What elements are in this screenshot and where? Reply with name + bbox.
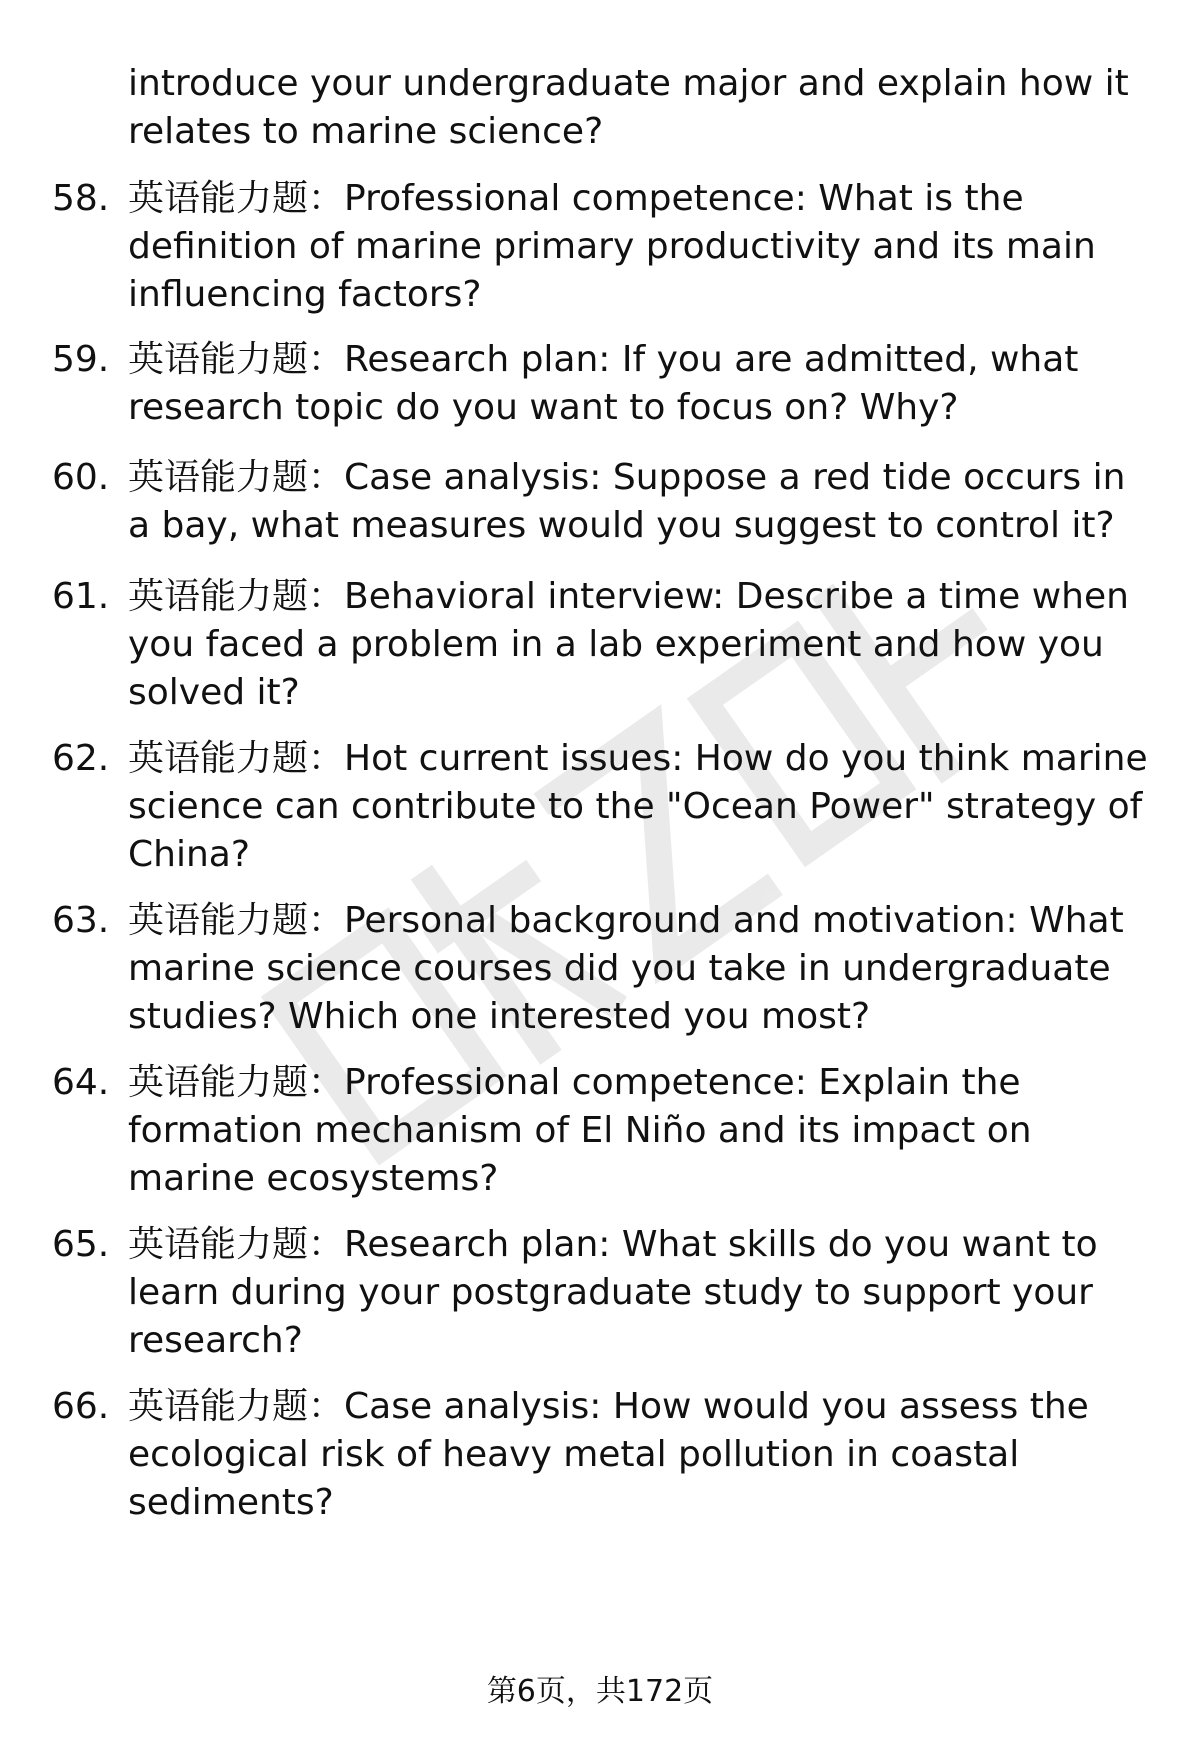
question-number: 59. bbox=[52, 339, 110, 380]
page-number-footer: 第6页，共172页 bbox=[486, 1674, 714, 1709]
question-number: 62. bbox=[52, 738, 110, 779]
question-text: 英语能力题：Professional competence: Explain the formation mechanism of El Niño and its impact on marine ecosystems? bbox=[128, 1062, 1032, 1199]
question-number: 65. bbox=[52, 1224, 110, 1265]
question-number: 64. bbox=[52, 1062, 110, 1103]
question-text: 英语能力题：Case analysis: How would you assess the ecological risk of heavy metal pollution in coastal sediments? bbox=[128, 1386, 1089, 1523]
question-text: 英语能力题：Hot current issues: How do you think marine science can contribute to the "Ocean Power" strategy of China? bbox=[128, 738, 1148, 875]
question-number: 66. bbox=[52, 1386, 110, 1427]
question-number: 63. bbox=[52, 900, 110, 941]
question-number: 58. bbox=[52, 178, 110, 219]
question-text: 英语能力题：Case analysis: Suppose a red tide occurs in a bay, what measures would you suggest to control it? bbox=[128, 457, 1126, 546]
question-text: 英语能力题：Research plan: What skills do you want to learn during your postgraduate study to support your research? bbox=[128, 1224, 1098, 1361]
question-text: 英语能力题：Personal background and motivation: What marine science courses did you take in undergraduate studies? Which one interested you most? bbox=[128, 900, 1124, 1037]
question-text: 英语能力题：Behavioral interview: Describe a time when you faced a problem in a lab experiment and how you solved it? bbox=[128, 576, 1129, 713]
question-number: 60. bbox=[52, 457, 110, 498]
question-text: 英语能力题：Professional competence: What is the definition of marine primary productivity and its main influencing factors? bbox=[128, 178, 1096, 315]
question-text: 英语能力题：Research plan: If you are admitted, what research topic do you want to focus on? Why? bbox=[128, 339, 1079, 428]
continued-question-text: introduce your undergraduate major and explain how it relates to marine science? bbox=[128, 63, 1129, 152]
question-number: 61. bbox=[52, 576, 110, 617]
